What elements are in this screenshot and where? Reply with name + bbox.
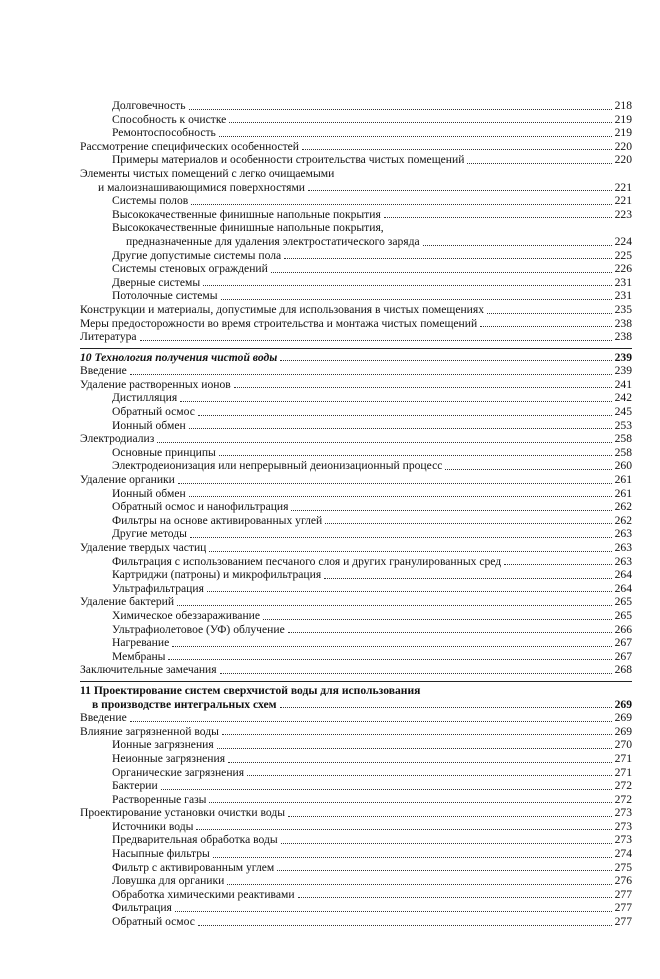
- toc-entry: [80, 568, 632, 582]
- toc-page-number: 220: [614, 139, 632, 153]
- dot-leader: [219, 455, 612, 456]
- toc-entry: [80, 752, 632, 766]
- dot-leader: [178, 483, 612, 484]
- toc-page-number: 225: [614, 248, 632, 262]
- dot-leader: [284, 258, 612, 259]
- toc-entry: [80, 99, 632, 113]
- toc-entry: [80, 623, 632, 637]
- dot-leader: [220, 673, 612, 674]
- toc-entry-title: Обратный осмос: [112, 915, 195, 929]
- toc-page-number: 238: [614, 330, 632, 344]
- toc-entry: [80, 663, 632, 677]
- toc-entry-title: Конструкции и материалы, допустимые для использования в чистых помещениях: [80, 302, 485, 316]
- toc-page-number: 264: [614, 568, 632, 582]
- dot-leader: [487, 313, 612, 314]
- toc-entry-title: Системы стеновых ограждений: [112, 262, 268, 276]
- toc-entry: [80, 419, 632, 433]
- toc-entry-title: Источники воды: [112, 819, 194, 833]
- dot-leader: [130, 721, 612, 722]
- dot-leader: [222, 734, 612, 735]
- toc-entry: [80, 487, 632, 501]
- toc-page-number: 272: [614, 792, 632, 806]
- toc-entry: [80, 738, 632, 752]
- toc-page-number: 269: [614, 724, 632, 738]
- dot-leader: [180, 401, 612, 402]
- toc-entry: [80, 527, 632, 541]
- toc-entry-title: Способность к очистке: [112, 112, 227, 126]
- toc-entry: [80, 779, 632, 793]
- toc-entry-title: Фильтрация с использованием песчаного слоя и других гранулированных сред: [112, 554, 502, 568]
- toc-entry-title: Дистилляция: [112, 391, 178, 405]
- toc-page-number: 239: [614, 364, 632, 378]
- toc-page-number: 267: [614, 636, 632, 650]
- chapter-title: в производстве интегральных схем: [92, 697, 277, 711]
- toc-entry: [80, 459, 632, 473]
- dot-leader: [288, 632, 612, 633]
- toc-entry: [80, 514, 632, 528]
- toc-entry-title: Высококачественные финишные напольные покрытия: [112, 207, 381, 221]
- dot-leader: [198, 415, 612, 416]
- toc-entry-title: Меры предосторожности во время строительства и монтажа чистых помещений: [80, 316, 478, 330]
- toc-entry: [80, 711, 632, 725]
- toc-page-number: 245: [614, 405, 632, 419]
- toc-entry-title: Удаление твердых частиц: [80, 541, 207, 554]
- toc-entry-title: Высококачественные финишные напольные покрытия,: [112, 221, 384, 235]
- toc-entry-title: Другие допустимые системы пола: [112, 248, 282, 262]
- toc-entry: [80, 473, 632, 487]
- toc-page-number: 265: [614, 595, 632, 609]
- toc-entry: [80, 140, 632, 154]
- toc-entry-title: Проектирование установки очистки воды: [80, 806, 286, 820]
- toc-entry: [80, 113, 632, 127]
- dot-leader: [467, 163, 612, 164]
- toc-page-number: 264: [614, 581, 632, 595]
- toc-entry-title: Мембраны: [112, 649, 166, 663]
- dot-leader: [140, 340, 612, 341]
- toc-entry-title: Ионный обмен: [112, 418, 186, 432]
- table-of-contents: [80, 99, 632, 929]
- toc-entry-title: Обратный осмос: [112, 405, 195, 419]
- toc-entry: [80, 500, 632, 514]
- toc-page-number: 273: [614, 833, 632, 847]
- toc-entry-title: Неионные загрязнения: [112, 751, 226, 765]
- toc-entry-title: Примеры материалов и особенности строительства чистых помещений: [112, 153, 465, 167]
- dot-leader: [263, 619, 612, 620]
- toc-page-number: 265: [614, 608, 632, 622]
- toc-entry-title: Долговечность: [112, 99, 186, 112]
- toc-page-number: 220: [614, 153, 632, 167]
- toc-entry-title: Насыпные фильтры: [112, 847, 210, 861]
- toc-entry-title: Обработка химическими реактивами: [112, 887, 295, 901]
- toc-entry: [80, 364, 632, 378]
- toc-page-number: 263: [614, 541, 632, 554]
- chapter-divider: [80, 681, 632, 682]
- toc-page-number: 276: [614, 874, 632, 888]
- toc-entry: [80, 330, 632, 344]
- toc-entry-title: предназначенные для удаления электростатического заряда: [126, 234, 420, 248]
- toc-page-number: 261: [614, 486, 632, 500]
- toc-entry-title: Влияние загрязненной воды: [80, 724, 219, 738]
- toc-page-number: 271: [614, 751, 632, 765]
- toc-entry: [80, 595, 632, 609]
- toc-entry: [80, 208, 632, 222]
- toc-page-number: 221: [614, 180, 632, 194]
- toc-page-number: 262: [614, 513, 632, 527]
- dot-leader: [207, 591, 612, 592]
- toc-page-number: 231: [614, 275, 632, 289]
- toc-entry-title: Основные принципы: [112, 445, 216, 459]
- toc-page-number: 241: [614, 377, 632, 391]
- toc-entry-title: Элементы чистых помещений с легко очищаемыми: [80, 166, 335, 180]
- dot-leader: [175, 911, 612, 912]
- dot-leader: [247, 775, 612, 776]
- toc-entry: [80, 378, 632, 392]
- dot-leader: [480, 326, 612, 327]
- toc-entry: [80, 405, 632, 419]
- toc-entry: [80, 582, 632, 596]
- toc-entry: [80, 276, 632, 290]
- chapter-divider: [80, 348, 632, 349]
- dot-leader: [227, 884, 612, 885]
- toc-entry-title: Фильтры на основе активированных углей: [112, 513, 323, 527]
- toc-page-number: 263: [614, 527, 632, 541]
- toc-entry: [80, 609, 632, 623]
- dot-leader: [213, 857, 612, 858]
- toc-page-number: 269: [614, 697, 632, 711]
- dot-leader: [324, 578, 612, 579]
- toc-page-number: 218: [614, 99, 632, 112]
- toc-entry-title: Ионные загрязнения: [112, 738, 214, 752]
- toc-page-number: 263: [614, 554, 632, 568]
- toc-entry-title: Растворенные газы: [112, 792, 207, 806]
- dot-leader: [189, 496, 612, 497]
- toc-page-number: 258: [614, 445, 632, 459]
- dot-leader: [298, 897, 612, 898]
- dot-leader: [229, 122, 612, 123]
- toc-page-number: 277: [614, 901, 632, 915]
- toc-entry: [80, 194, 632, 208]
- chapter-title: 10 Технология получения чистой воды: [80, 350, 278, 364]
- toc-entry-title: Предварительная обработка воды: [112, 833, 278, 847]
- dot-leader: [308, 190, 612, 191]
- toc-entry: [80, 833, 632, 847]
- toc-page-number: 242: [614, 391, 632, 405]
- dot-leader: [221, 299, 612, 300]
- dot-leader: [445, 469, 612, 470]
- chapter-heading: [80, 698, 632, 712]
- dot-leader: [291, 510, 612, 511]
- toc-entry: [80, 249, 632, 263]
- toc-page-number: 275: [614, 860, 632, 874]
- toc-page-number: 219: [614, 112, 632, 126]
- toc-page-number: 271: [614, 765, 632, 779]
- toc-entry: [80, 793, 632, 807]
- dot-leader: [177, 605, 612, 606]
- toc-page-number: 235: [614, 302, 632, 316]
- toc-entry: [80, 861, 632, 875]
- toc-entry-title: Электродиализ: [80, 432, 155, 446]
- dot-leader: [191, 204, 612, 205]
- toc-entry-title: Ремонтоспособность: [112, 126, 216, 140]
- dot-leader: [198, 925, 612, 926]
- dot-leader: [189, 109, 613, 110]
- toc-entry: [80, 541, 632, 555]
- toc-entry-title: Другие методы: [112, 527, 187, 541]
- toc-entry: [80, 446, 632, 460]
- dot-leader: [130, 374, 612, 375]
- toc-page-number: 219: [614, 126, 632, 140]
- toc-page-number: 258: [614, 432, 632, 446]
- toc-entry-title: Ловушка для органики: [112, 874, 225, 888]
- toc-entry-title: и малоизнашивающимися поверхностями: [98, 180, 306, 194]
- toc-entry-title: Рассмотрение специфических особенностей: [80, 139, 300, 153]
- toc-page-number: 268: [614, 663, 632, 677]
- toc-entry: [80, 303, 632, 317]
- toc-entry-title: Электродеионизация или непрерывный деионизационный процесс: [112, 459, 443, 473]
- toc-page-number: 277: [614, 887, 632, 901]
- toc-page-number: 221: [614, 194, 632, 208]
- dot-leader: [280, 707, 613, 708]
- toc-entry: [80, 432, 632, 446]
- toc-page-number: 273: [614, 819, 632, 833]
- toc-entry-title: Нагревание: [112, 636, 170, 650]
- toc-entry: [80, 888, 632, 902]
- toc-entry-title: Химическое обеззараживание: [112, 608, 261, 622]
- dot-leader: [217, 748, 612, 749]
- toc-block: [80, 364, 632, 677]
- toc-entry-title: Ионный обмен: [112, 486, 186, 500]
- dot-leader: [161, 789, 612, 790]
- dot-leader: [209, 551, 612, 552]
- toc-entry: [80, 820, 632, 834]
- dot-leader: [423, 245, 612, 246]
- toc-page-number: 277: [614, 915, 632, 929]
- dot-leader: [189, 428, 612, 429]
- toc-entry-title: Удаление органики: [80, 473, 175, 487]
- toc-entry-title: Фильтр с активированным углем: [112, 860, 275, 874]
- toc-entry-title: Потолочные системы: [112, 289, 218, 303]
- toc-entry-title: Органические загрязнения: [112, 765, 245, 779]
- toc-page-number: 266: [614, 622, 632, 636]
- toc-entry: [80, 289, 632, 303]
- toc-page-number: 261: [614, 473, 632, 487]
- dot-leader: [504, 564, 612, 565]
- toc-page-number: 239: [614, 350, 632, 364]
- dot-leader: [281, 843, 612, 844]
- toc-entry: [80, 766, 632, 780]
- toc-page-number: 272: [614, 779, 632, 793]
- chapter-title: 11 Проектирование систем сверхчистой воды для использования: [80, 683, 421, 697]
- toc-entry: [80, 915, 632, 929]
- dot-leader: [203, 285, 612, 286]
- toc-block: [80, 99, 632, 167]
- toc-entry-title: Обратный осмос и нанофильтрация: [112, 500, 289, 514]
- dot-leader: [209, 802, 612, 803]
- toc-entry-title: Ультрафильтрация: [112, 581, 204, 595]
- dot-leader: [234, 387, 612, 388]
- dot-leader: [302, 149, 612, 150]
- dot-leader: [288, 816, 612, 817]
- toc-entry: [80, 317, 632, 331]
- toc-page-number: 226: [614, 262, 632, 276]
- toc-entry: [80, 650, 632, 664]
- toc-page-number: 223: [614, 207, 632, 221]
- toc-entry: [80, 235, 632, 249]
- toc-entry: [80, 262, 632, 276]
- toc-page-number: 273: [614, 806, 632, 820]
- toc-entry-title: Системы полов: [112, 194, 189, 208]
- toc-entry: [80, 555, 632, 569]
- toc-entry: [80, 636, 632, 650]
- toc-page-number: 274: [614, 847, 632, 861]
- toc-entry-title: Введение: [80, 711, 127, 725]
- toc-page-number: 224: [614, 234, 632, 248]
- dot-leader: [219, 136, 612, 137]
- toc-page-number: 260: [614, 459, 632, 473]
- toc-entry: [80, 901, 632, 915]
- toc-entry-title: Удаление бактерий: [80, 595, 175, 609]
- dot-leader: [157, 442, 612, 443]
- toc-page-number: 262: [614, 500, 632, 514]
- toc-entry-title: Заключительные замечания: [80, 663, 217, 677]
- toc-block: [80, 711, 632, 929]
- toc-page-number: 269: [614, 711, 632, 725]
- dot-leader: [280, 360, 612, 361]
- dot-leader: [277, 870, 612, 871]
- toc-entry: [80, 181, 632, 195]
- toc-entry-title: Литература: [80, 330, 137, 344]
- toc-block: [80, 194, 632, 221]
- dot-leader: [172, 646, 612, 647]
- chapter-heading: [80, 351, 632, 365]
- toc-entry-title: Фильтрация: [112, 901, 172, 915]
- dot-leader: [196, 829, 612, 830]
- toc-entry-title: Введение: [80, 364, 127, 378]
- toc-entry: [80, 126, 632, 140]
- dot-leader: [384, 217, 612, 218]
- toc-entry: [80, 874, 632, 888]
- toc-entry: [80, 806, 632, 820]
- toc-entry-title: Ультрафиолетовое (УФ) облучение: [112, 622, 285, 636]
- toc-entry-title: Картриджи (патроны) и микрофильтрация: [112, 568, 322, 582]
- toc-block: [80, 249, 632, 344]
- toc-entry: [80, 847, 632, 861]
- toc-entry-title: Удаление растворенных ионов: [80, 377, 231, 391]
- toc-page-number: 253: [614, 418, 632, 432]
- dot-leader: [228, 762, 612, 763]
- toc-entry: [80, 725, 632, 739]
- dot-leader: [190, 537, 612, 538]
- toc-entry: [80, 153, 632, 167]
- dot-leader: [271, 272, 612, 273]
- toc-page-number: 231: [614, 289, 632, 303]
- toc-page-number: 267: [614, 649, 632, 663]
- toc-entry-title: Бактерии: [112, 779, 158, 793]
- toc-page-number: 238: [614, 316, 632, 330]
- toc-entry-title: Дверные системы: [112, 275, 201, 289]
- dot-leader: [168, 659, 612, 660]
- toc-page-number: 270: [614, 738, 632, 752]
- dot-leader: [325, 523, 612, 524]
- toc-entry: [80, 391, 632, 405]
